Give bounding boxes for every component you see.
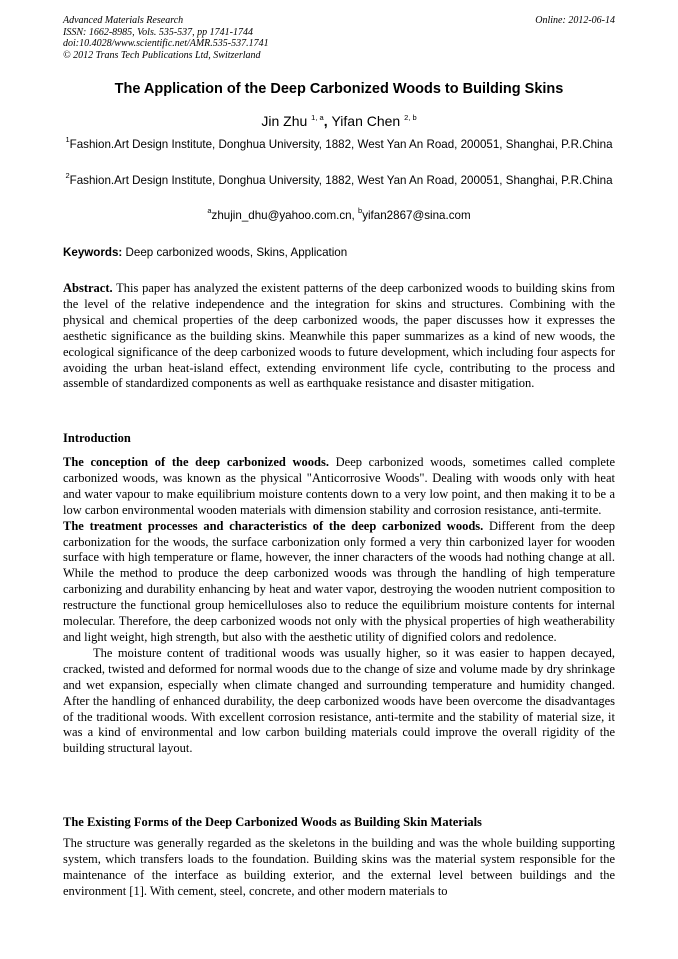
section-heading-introduction: Introduction	[63, 431, 131, 445]
affiliation-mark: 2	[65, 171, 70, 180]
paper-title: The Application of the Deep Carbonized Woods to Building Skins	[114, 81, 564, 97]
copyright-line: © 2012 Trans Tech Publications Ltd, Switzerland	[63, 49, 261, 61]
affiliation-mark: 1	[65, 135, 70, 144]
email-mark: b	[358, 206, 363, 215]
abstract-label: Abstract.	[63, 281, 113, 295]
online-date: Online: 2012-06-14	[535, 15, 615, 26]
author-separator: ,	[323, 113, 332, 129]
paragraph-text: Deep carbonized woods, sometimes called complete carbonized woods, was known as the physical "Anticorrosive Woods". Dealing with woods only with heat and water vapour to make equilibrium moisture contents down to a very low point, and then making it to be a low carbon environmental wooden materials with dimension stability and corrosion resistance, anti-termite.	[63, 455, 615, 517]
journal-header	[63, 15, 463, 61]
email-address: yifan2867@sina.com	[362, 209, 471, 222]
abstract	[63, 281, 615, 392]
author-affiliation-mark: 1, a	[311, 113, 324, 122]
email-mark: a	[207, 206, 212, 215]
section-heading-existing-forms: The Existing Forms of the Deep Carbonized Woods as Building Skin Materials	[63, 815, 482, 829]
paragraph	[63, 519, 615, 646]
author-list	[40, 113, 638, 129]
email-address: zhujin_dhu@yahoo.com.cn,	[211, 209, 359, 222]
paragraph-lead: The conception of the deep carbonized woods.	[63, 455, 329, 469]
doi-line: doi:10.4028/www.scientific.net/AMR.535-537.1741	[63, 38, 269, 49]
abstract-text: This paper has analyzed the existent patterns of the deep carbonized woods to building skins from the level of the relative independence and the integration for skins and structures. Combining with the physical and chemical properties of the deep carbonized woods, the paper discusses how it expresses the aesthetic significance as the building skins. Meanwhile this paper summarizes as a kind of new woods, the ecological significance of the deep carbonized woods to future development, which including four aspects for avoiding the urban heat-island effect, extending environment life cycle, contributing to the process and assemble of standardized components as well as earthquake resistance and disaster mitigation.	[63, 281, 615, 391]
paragraph-text: Different from the deep carbonization for the woods, the surface carbonization only formed a very thin carbonized layer for wooden surface with high temperature or flame, however, the inner characters of the woods had nothing change at all. While the method to produce the deep carbonized woods was through the handling of high temperature carbonizing and durability enhancing by heat and water vapor, destroying the wooden nutrient composition to restructure the functional group hemicelluloses also to reduce the equilibrium moisture contents for internal molecular. Therefore, the deep carbonized woods not only with the physical properties of high weatherability and light weight, high strength, but also with the aesthetic utility of dignified colors and redolence.	[63, 518, 615, 644]
paragraph-lead: The treatment processes and characteristics of the deep carbonized woods.	[63, 518, 484, 533]
introduction-body	[63, 455, 615, 757]
affiliation	[65, 137, 613, 152]
journal-name: Advanced Materials Research	[63, 15, 184, 26]
issn-line: ISSN: 1662-8985, Vols. 535-537, pp 1741-1744	[63, 26, 253, 38]
paragraph: The moisture content of traditional woods was usually higher, so it was easier to happen decayed, cracked, twisted and deformed for normal woods due to the change of size and volume made by dry shrinkage and wet expansion, especially when climate changed and surrounding temperature and humidity changed. After the handling of enhanced durability, the deep carbonized woods have been overcome the disadvantages of the traditional woods. With excellent corrosion resistance, anti-termite and the stability of material size, it was a kind of environmental and low carbon building materials could improve the overall rigidity of the building structural layout.	[63, 645, 615, 756]
keywords-label: Keywords:	[63, 246, 123, 259]
author-name: Yifan Chen	[331, 113, 401, 129]
author-emails	[40, 206, 638, 222]
author-name: Jin Zhu	[261, 113, 308, 129]
affiliation-text: Fashion.Art Design Institute, Donghua University, 1882, West Yan An Road, 200051, Shanghai, P.R.China	[69, 174, 613, 187]
paragraph	[63, 455, 615, 519]
keywords-text: Deep carbonized woods, Skins, Application	[122, 246, 348, 259]
author-affiliation-mark: 2, b	[404, 113, 417, 122]
keywords	[63, 246, 615, 259]
affiliation-text: Fashion.Art Design Institute, Donghua University, 1882, West Yan An Road, 200051, Shanghai, P.R.China	[69, 138, 613, 151]
affiliation	[65, 173, 613, 188]
paragraph: The structure was generally regarded as the skeletons in the building and was the whole building supporting system, which transfers loads to the foundation. Building skins was the material system responsible for the maintenance of the interface as building exterior, and the external level between buildings and the environment [1]. With cement, steel, concrete, and other modern materials to	[63, 836, 615, 898]
